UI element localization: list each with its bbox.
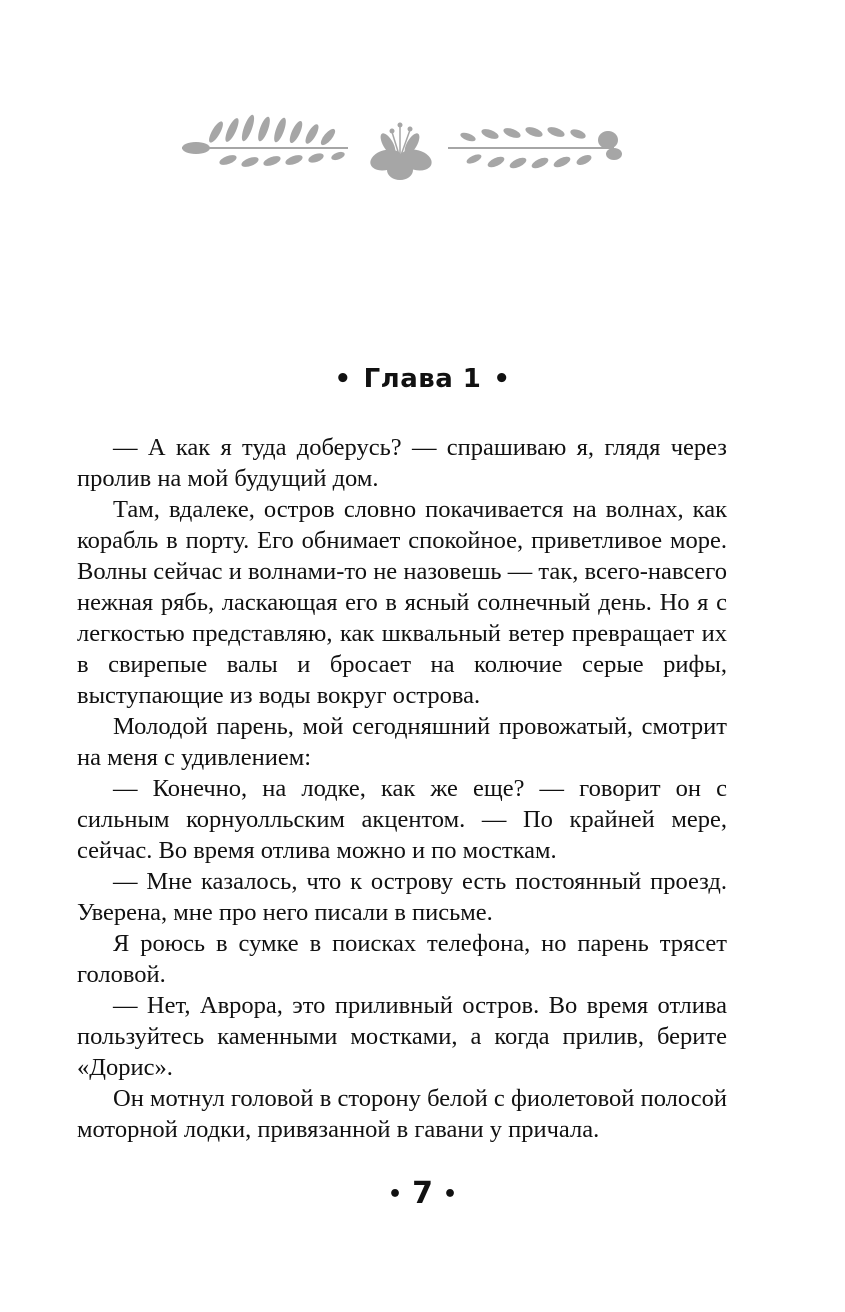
chapter-bullet-right: • bbox=[493, 364, 511, 394]
paragraph: Там, вдалеке, остров словно покачивается на волнах, как корабль в порту. Его обнимает спокойное, приветливое море. Волны сейчас и волнами-то не назовешь — так, всего-навсего нежная рябь, ласкающая его в ясный солнечный день. Но я с легкостью представляю, как шквальный ветер превращает их в свирепые валы и бросает на колючие серые рифы, выступающие из воды вокруг острова. bbox=[77, 496, 727, 709]
page-number-value: 7 bbox=[412, 1176, 433, 1211]
paragraph: Я роюсь в сумке в поисках телефона, но парень трясет головой. bbox=[77, 930, 727, 988]
chapter-bullet-left: • bbox=[334, 364, 352, 394]
chapter-title: Глава 1 bbox=[363, 364, 482, 394]
paragraph: — Конечно, на лодке, как же еще? — говорит он с сильным корнуолльским акцентом. — По крайней мере, сейчас. Во время отлива можно и по мосткам. bbox=[77, 775, 727, 864]
page-dot-left: • bbox=[388, 1182, 403, 1207]
paragraph: Молодой парень, мой сегодняшний провожатый, смотрит на меня с удивлением: bbox=[77, 713, 727, 771]
page-number bbox=[0, 1176, 845, 1211]
body-text bbox=[77, 432, 727, 1145]
paragraph: — Мне казалось, что к острову есть постоянный проезд. Уверена, мне про него писали в письме. bbox=[77, 868, 727, 926]
chapter-heading bbox=[0, 364, 845, 394]
page-dot-right: • bbox=[442, 1182, 457, 1207]
paragraph: Он мотнул головой в сторону белой с фиолетовой полосой моторной лодки, привязанной в гавани у причала. bbox=[77, 1085, 727, 1143]
paragraph: — А как я туда доберусь? — спрашиваю я, глядя через пролив на мой будущий дом. bbox=[77, 434, 727, 492]
paragraph: — Нет, Аврора, это приливный остров. Во время отлива пользуйтесь каменными мостками, а когда прилив, берите «Дорис». bbox=[77, 992, 727, 1081]
floral-ornament-icon bbox=[178, 110, 628, 190]
